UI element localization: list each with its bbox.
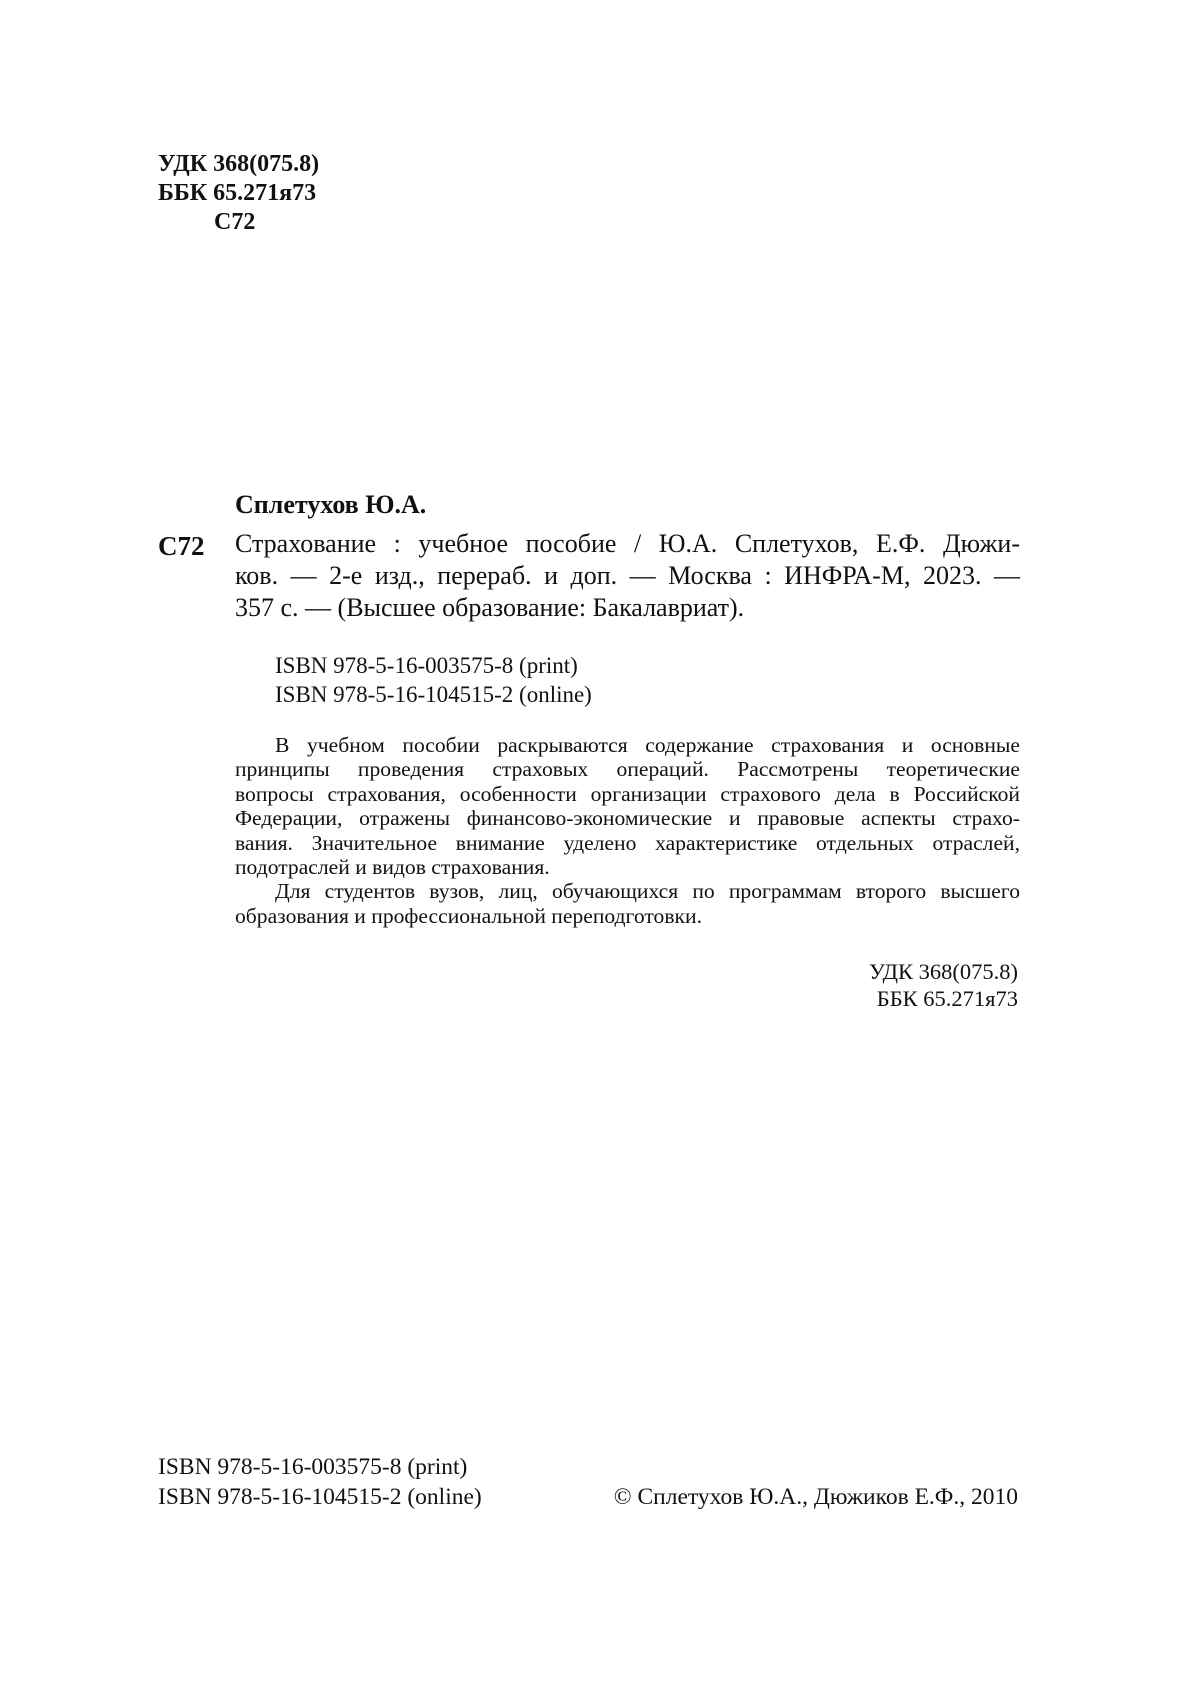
card-isbn-online: ISBN 978-5-16-104515-2 (online) [275,682,592,707]
abstract [235,733,1020,928]
top-udk-code: УДК 368(075.8) [158,151,320,177]
footer-isbn-print: ISBN 978-5-16-003575-8 (print) [158,1454,468,1480]
copyright-notice: © Сплетухов Ю.А., Дюжиков Е.Ф., 2010 [613,1484,1018,1510]
card-description [235,528,1020,624]
top-bbk-code: ББК 65.271я73 [158,180,317,206]
card-description-line: Страхование : учебное пособие / Ю.А. Сплетухов, Е.Ф. Дюжи- [235,529,1020,558]
abstract-line: принципы проведения страховых операций. Рассмотрены теоретические [235,757,1020,782]
right-bbk-code: ББК 65.271я73 [876,986,1018,1011]
top-author-sign: С72 [214,209,256,235]
abstract-line: В учебном пособии раскрываются содержание страхования и основные [275,733,1020,757]
card-description-line: 357 с. — (Высшее образование: Бакалавриат). [235,593,745,622]
right-classification-block [869,958,1018,1012]
card-isbn-print: ISBN 978-5-16-003575-8 (print) [275,653,578,678]
top-classification-block [158,150,319,237]
abstract-line: Для студентов вузов, лиц, обучающихся по программам второго высшего [275,879,1020,904]
abstract-line: подотраслей и видов страхования. [235,855,550,880]
abstract-line: образования и профессиональной переподготовки. [235,903,702,928]
footer-isbn-block [158,1452,482,1512]
abstract-line: вания. Значительное внимание уделено характеристике отдельных отраслей, [235,830,1020,855]
abstract-line: вопросы страхования, особенности организации страхового дела в Российской [235,781,1020,806]
card-author-sign: С72 [158,531,205,561]
card-isbn-block [275,651,592,709]
abstract-line: Федерации, отражены финансово-экономические и правовые аспекты страхо- [235,806,1020,831]
footer-isbn-online: ISBN 978-5-16-104515-2 (online) [158,1484,482,1510]
card-description-line: ков. — 2-е изд., перераб. и доп. — Москва : ИНФРА-М, 2023. — [235,561,1020,590]
card-author: Сплетухов Ю.А. [235,490,427,519]
right-udk-code: УДК 368(075.8) [869,959,1018,984]
